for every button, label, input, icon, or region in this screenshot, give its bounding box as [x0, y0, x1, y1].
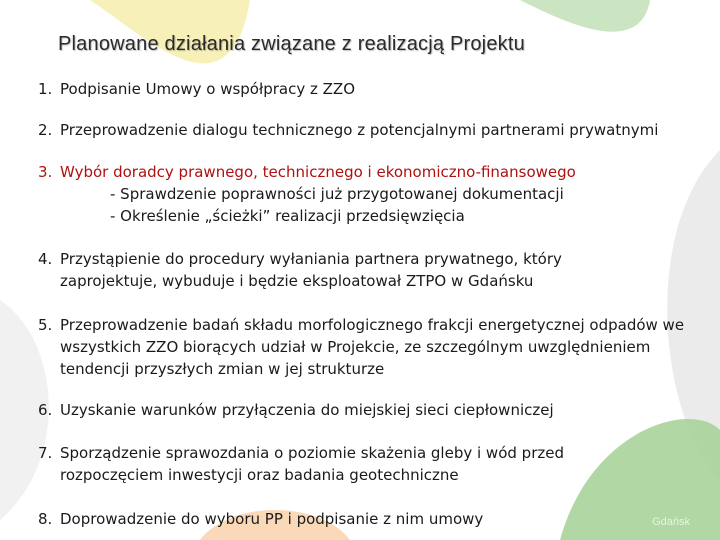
item-number: 1. [38, 80, 53, 98]
item-text: Przeprowadzenie badań składu morfologicznego frakcji energetycznej odpadów we wszystkich ZZO biorących udział w Projekcie, ze szczególnym uwzględnieniem tendencji przyszłych zmian w jej strukturze [60, 316, 685, 378]
list-item-7 [38, 442, 620, 486]
item-text: Przystąpienie do procedury wyłaniania partnera prywatnego, który zaprojektuje, wybuduje i będzie eksploatował ZTPO w Gdańsku [60, 250, 562, 290]
watermark-text: Gdańsk [652, 516, 690, 528]
item-text: Podpisanie Umowy o współpracy z ZZO [60, 80, 356, 98]
item-text: Wybór doradcy prawnego, technicznego i ekonomiczno-finansowego [60, 163, 576, 181]
list-item-1 [38, 78, 355, 100]
sub-item: - Sprawdzenie poprawności już przygotowanej dokumentacji [110, 185, 564, 203]
sub-item: - Określenie „ścieżki” realizacji przedsięwzięcia [110, 207, 465, 225]
item-number: 4. [38, 250, 53, 268]
list-item-5 [38, 314, 712, 380]
list-item-6 [38, 399, 554, 421]
item-number: 7. [38, 444, 53, 462]
item-number: 3. [38, 163, 53, 181]
item-number: 8. [38, 510, 53, 528]
item-text: Sporządzenie sprawozdania o poziomie skażenia gleby i wód przed rozpoczęciem inwestycji oraz badania geotechniczne [60, 444, 564, 484]
list-item-3 [38, 161, 576, 227]
item-text: Doprowadzenie do wyboru PP i podpisanie z nim umowy [60, 510, 484, 528]
slide-title: Planowane działania związane z realizacją Projektu [58, 33, 525, 55]
item-number: 2. [38, 121, 53, 139]
list-item-8 [38, 508, 483, 530]
list-item-2 [38, 119, 658, 141]
item-number: 5. [38, 316, 53, 334]
item-number: 6. [38, 401, 53, 419]
item-text: Uzyskanie warunków przyłączenia do miejskiej sieci ciepłowniczej [60, 401, 554, 419]
list-item-4 [38, 248, 620, 292]
item-text: Przeprowadzenie dialogu technicznego z potencjalnymi partnerami prywatnymi [60, 121, 659, 139]
